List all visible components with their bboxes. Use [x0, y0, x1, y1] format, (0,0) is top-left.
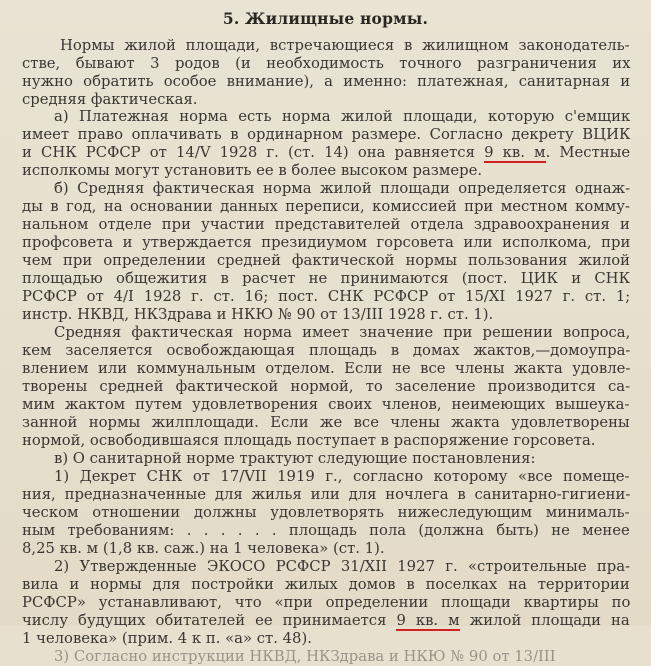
text-line: чем при определении средней фактической нормы пользования жилой — [22, 252, 631, 269]
text-line: 3) Согласно инструкции НКВД, НКЗдрава и НКЮ № 90 от 13/III — [54, 648, 556, 665]
text-line: РСФСР» устанавливают, что «при определении площади квартиры по — [22, 594, 631, 611]
text-line: ды в год, на основании данных переписи, комиссией при местном комму- — [22, 198, 631, 215]
text-line: средняя фактическая. — [22, 91, 198, 108]
text-line: мим жактом путем удовлетворения своих членов, неимеющих вышеука- — [22, 396, 630, 413]
text-line: ния, предназначенные для жилья или для ночлега в санитарно-гигиени- — [22, 486, 631, 503]
text-line: Нормы жилой площади, встречающиеся в жилищном законодатель- — [60, 37, 630, 54]
text-line: имеет право оплачивать в ординарном размере. Согласно декрету ВЦИК — [22, 126, 631, 143]
text-line: нужно обратить особое внимание), а именно: платежная, санитарная и — [22, 73, 631, 90]
section-heading: 5. Жилищные нормы. — [222, 9, 429, 28]
highlighted-norm: 9 кв. м — [396, 612, 460, 629]
text-line: и СНК РСФСР от 14/V 1928 г. (ст. 14) она равняется 9 кв. м. Местные — [22, 144, 631, 161]
text-line: 1 человека» (прим. 4 к п. «а» ст. 48). — [22, 630, 312, 647]
text-line: РСФСР от 4/I 1928 г. ст. 16; пост. СНК РСФСР от 15/XI 1927 г. ст. 1; — [22, 288, 631, 305]
text-line: ческом отношении должны удовлетворять нижеследующим минималь- — [22, 504, 630, 521]
text-line: 8,25 кв. м (1,8 кв. саж.) на 1 человека» (ст. 1). — [22, 540, 385, 557]
text-line: 1) Декрет СНК от 17/VII 1919 г., согласно которому «все помеще- — [54, 468, 630, 485]
text-line: занной нормы жилплощади. Если же все члены жакта удовлетворены — [22, 414, 630, 431]
text-line: нальном отделе при участии представителей отдела здравоохранения и — [22, 216, 630, 233]
text-line: в) О санитарной норме трактуют следующие постановления: — [54, 450, 536, 467]
text-line: влением или коммунальным отделом. Если не все члены жакта удовле- — [22, 360, 631, 377]
text-line: нормой, освободившаяся площадь поступает в распоряжение горсовета. — [22, 432, 596, 449]
text-line: б) Средняя фактическая норма жилой площади определяется однаж- — [54, 180, 631, 197]
text-line: творены средней фактической нормой, то заселение производится са- — [22, 378, 631, 395]
text-line: Средняя фактическая норма имеет значение при решении вопроса, — [54, 324, 631, 341]
text-line: стве, бывают 3 родов (и необходимость точного разграничения их — [22, 55, 631, 72]
text-line: числу будущих обитателей ее принимается 9 кв. м жилой площади на — [22, 612, 630, 629]
text-line: площадью общежития в расчет не принимаются (пост. ЦИК и СНК — [22, 270, 631, 287]
text-line: вила и нормы для постройки жилых домов в поселках на территории — [22, 576, 630, 593]
text-line: кем заселяется освобождающая площадь в домах жактов,—домоупра- — [22, 342, 631, 359]
text-line: а) Платежная норма есть норма жилой площади, которую с'емщик — [54, 108, 631, 125]
text-line: профсовета и утверждается президиумом горсовета или исполкома, при — [22, 234, 631, 251]
text-line: 2) Утвержденные ЭКОСО РСФСР 31/XII 1927 г. «строительные пра- — [54, 558, 631, 575]
text-line: инстр. НКВД, НКЗдрава и НКЮ № 90 от 13/III 1928 г. ст. 1). — [22, 306, 494, 323]
text-line: ным требованиям: . . . . . . площадь пола (должна быть) не менее — [22, 522, 630, 539]
highlighted-norm: 9 кв. м — [484, 144, 546, 161]
text-line: исполкомы могут установить ее в более высоком размере. — [22, 162, 483, 179]
